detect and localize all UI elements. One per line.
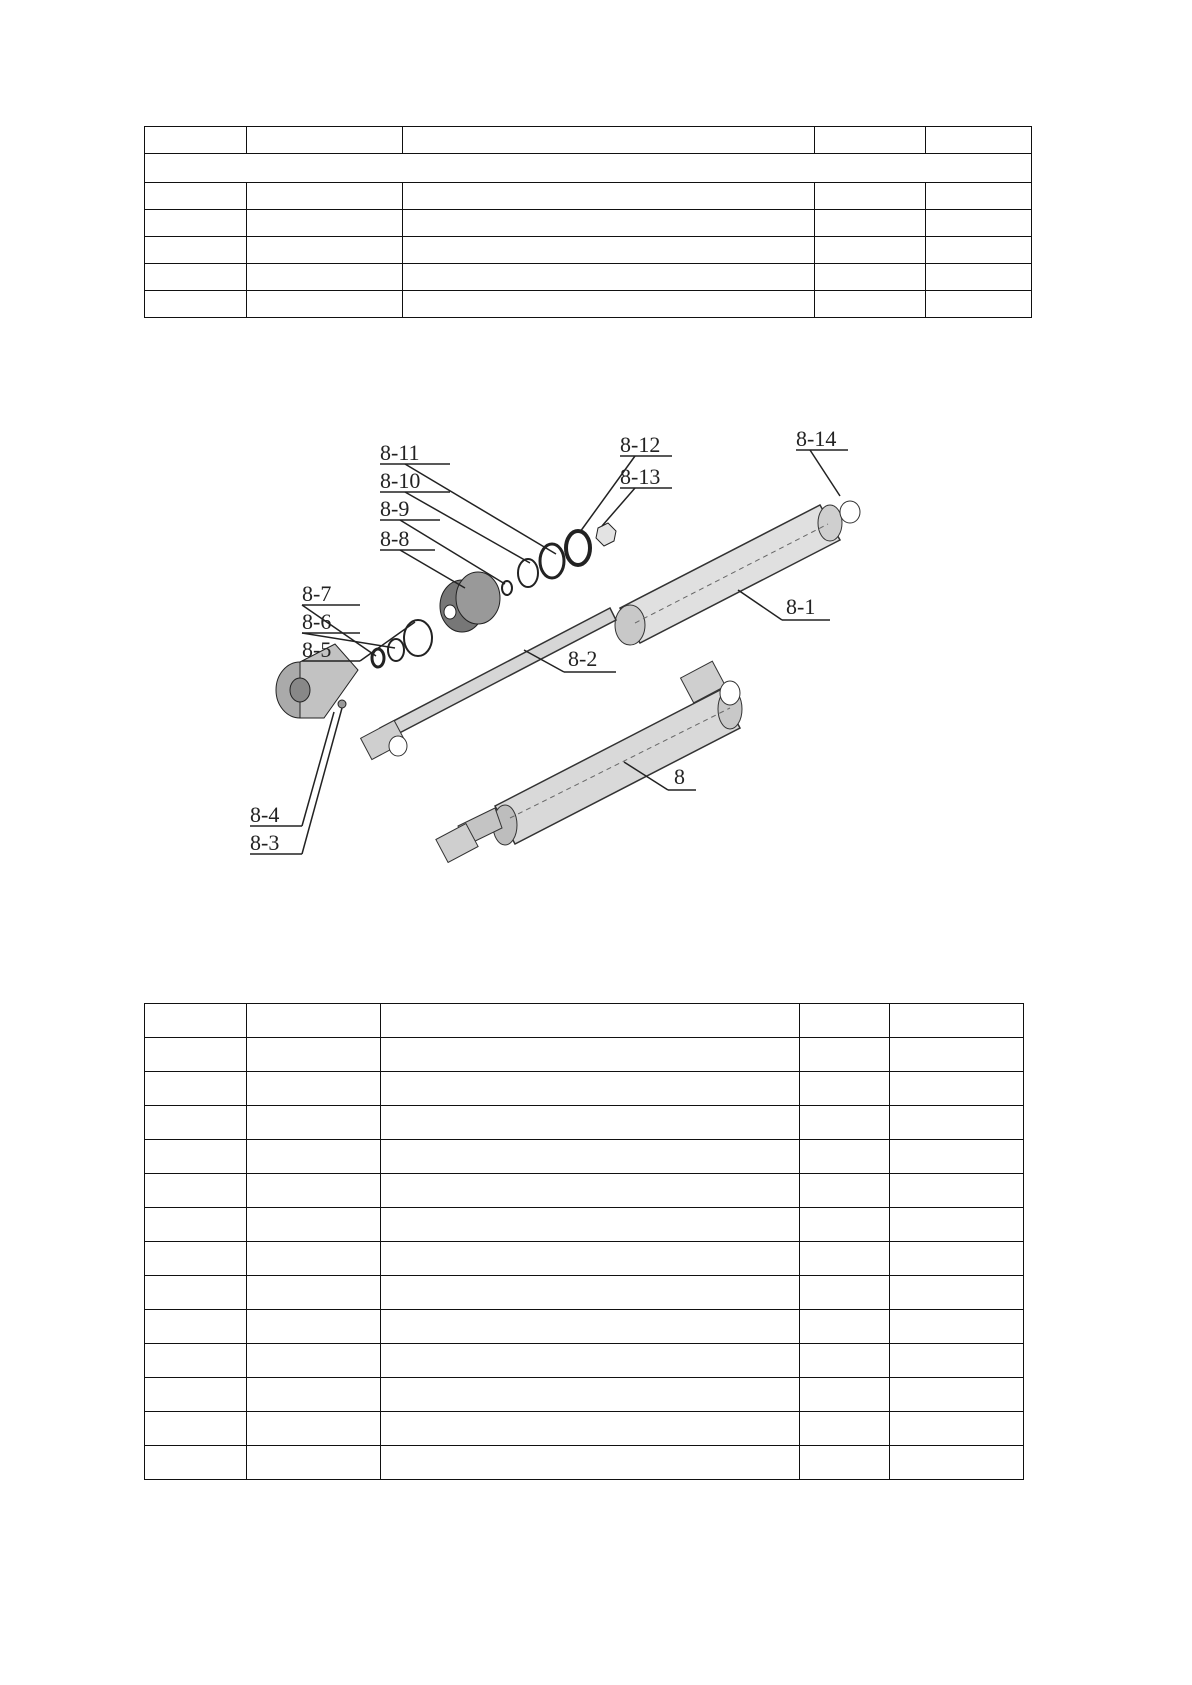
table-row (145, 1038, 1024, 1072)
barrel-part (615, 501, 860, 645)
callout-label: 8-8 (380, 526, 410, 551)
table-header-row (145, 127, 1032, 154)
assembled-cylinder (436, 661, 742, 862)
table-row (145, 1174, 1024, 1208)
table-row (145, 1208, 1024, 1242)
rod-part (361, 608, 616, 760)
table-row (145, 1310, 1024, 1344)
table-row (145, 1072, 1024, 1106)
callout-label: 8-12 (620, 432, 661, 457)
table-row (145, 1446, 1024, 1480)
table-row (145, 1004, 1024, 1038)
table-row (145, 1106, 1024, 1140)
table-row (145, 1276, 1024, 1310)
callout-label: 8-5 (302, 637, 332, 662)
table-row (145, 237, 1032, 264)
callout-label: 8-9 (380, 496, 410, 521)
table-row (145, 1378, 1024, 1412)
bottom-parts-table (144, 1003, 1024, 1480)
table-row (145, 1140, 1024, 1174)
callout-label: 8-3 (250, 830, 280, 855)
table-row (145, 1344, 1024, 1378)
callout-label: 8-13 (620, 464, 661, 489)
table-row (145, 183, 1032, 210)
callout-label: 8-6 (302, 609, 332, 634)
table-row (145, 1412, 1024, 1446)
callout-label: 8-4 (250, 802, 280, 827)
callout-label: 8-10 (380, 468, 421, 493)
callout-label: 8 (674, 764, 685, 789)
table-row (145, 210, 1032, 237)
callout-label: 8-2 (568, 646, 598, 671)
top-parts-table (144, 126, 1032, 318)
table-section-row (145, 154, 1032, 183)
callout-label: 8-11 (380, 440, 420, 465)
exploded-cylinder-drawing (230, 428, 950, 908)
callout-label: 8-14 (796, 428, 837, 451)
callout-label: 8-1 (786, 594, 816, 619)
table-row (145, 291, 1032, 318)
callout-label: 8-7 (302, 581, 332, 606)
table-row (145, 264, 1032, 291)
piston-part (440, 572, 500, 632)
table-row (145, 1242, 1024, 1276)
